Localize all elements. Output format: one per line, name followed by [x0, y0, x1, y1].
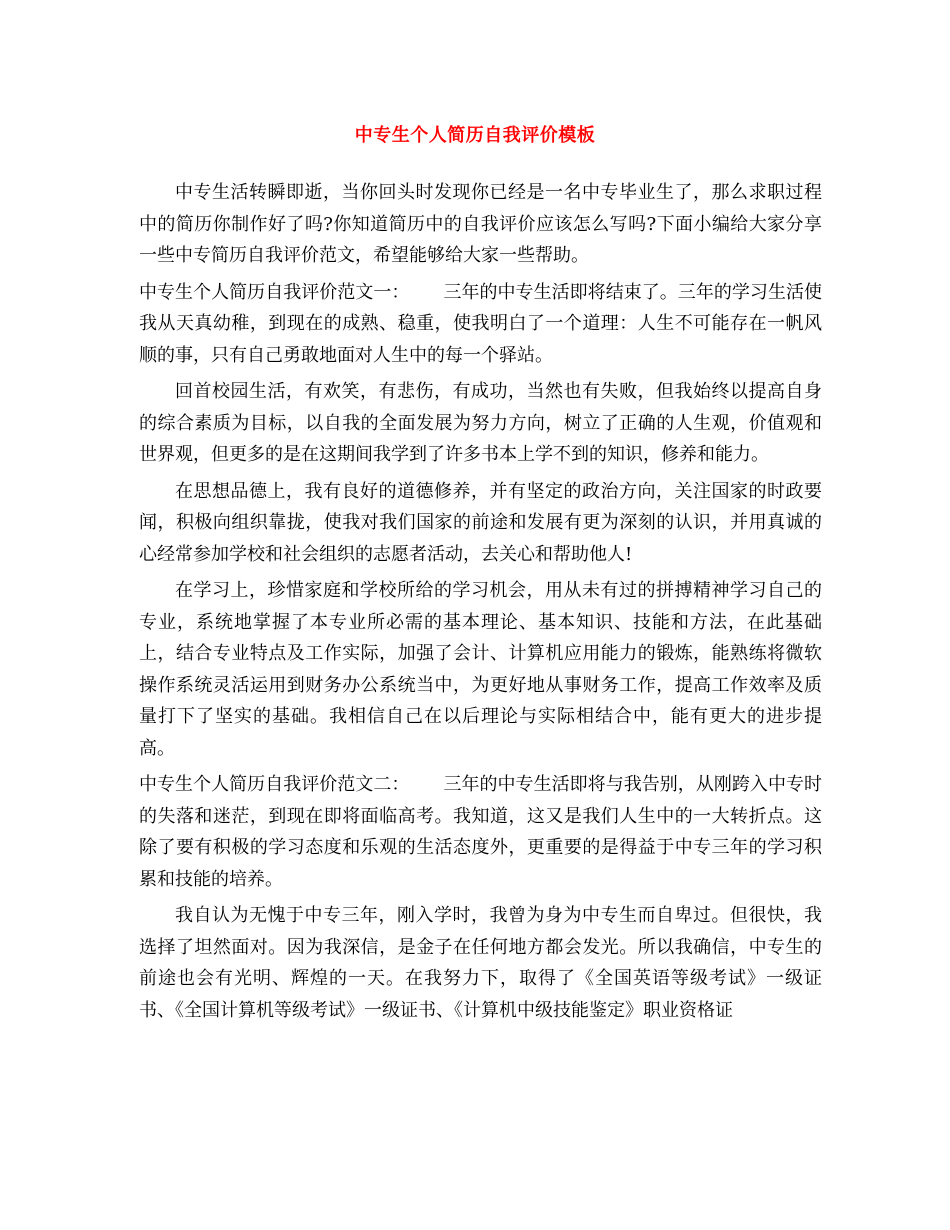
sample-one-heading: 中专生个人简历自我评价范文一：	[139, 281, 410, 303]
sample-two-heading: 中专生个人简历自我评价范文二：	[139, 774, 410, 795]
paragraph-study: 在学习上，珍惜家庭和学校所给的学习机会，用从未有过的拼搏精神学习自己的专业，系统地掌握了本专业所必需的基本理论、基本知识、技能和方法，在此基础上，结合专业特点及工作实际，加强了会计、计算机应用能力的锻炼，能熟练将微软操作系统灵活运用到财务办公系统当中，为更好地从事财务工作，提高工作效率及质量打下了坚实的基础。我相信自己在以后理论与实际相结合中，能有更大的进步提高。	[139, 580, 822, 759]
document-body	[139, 177, 822, 1031]
paragraph-sample-two	[139, 769, 822, 895]
paragraph-self-assessment: 我自认为无愧于中专三年，刚入学时，我曾为身为中专生而自卑过。但很快，我选择了坦然面对。因为我深信，是金子在任何地方都会发光。所以我确信，中专生的前途也会有光明、辉煌的一天。在我努力下，取得了《全国英语等级考试》一级证书、《全国计算机等级考试》一级证书、《计算机中级技能鉴定》职业资格证	[139, 905, 822, 1021]
paragraph-sample-one	[139, 277, 822, 372]
paragraph-campus-life: 回首校园生活，有欢笑，有悲伤，有成功，当然也有失败，但我始终以提高自身的综合素质为目标，以自我的全面发展为努力方向，树立了正确的人生观，价值观和世界观，但更多的是在这期间我学到了许多书本上学不到的知识，修养和能力。	[139, 381, 822, 465]
sample-one-text: 三年的中专生活即将结束了。三年的学习生活使我从天真幼稚，到现在的成熟、稳重，使我明白了一个道理：人生不可能存在一帆风顺的事，只有自己勇敢地面对人生中的每一个驿站。	[139, 281, 823, 366]
paragraph-intro: 中专生活转瞬即逝，当你回头时发现你已经是一名中专毕业生了，那么求职过程中的简历你制作好了吗?你知道简历中的自我评价应该怎么写吗?下面小编给大家分享一些中专简历自我评价范文，希望能够给大家一些帮助。	[139, 182, 822, 266]
paragraph-moral: 在思想品德上，我有良好的道德修养，并有坚定的政治方向，关注国家的时政要闻，积极向组织靠拢，使我对我们国家的前途和发展有更为深刻的认识，并用真诚的心经常参加学校和社会组织的志愿者活动，去关心和帮助他人!	[139, 480, 822, 565]
sample-two-text: 三年的中专生活即将与我告别，从刚跨入中专时的失落和迷茫，到现在即将面临高考。我知道，这又是我们人生中的一大转折点。这除了要有积极的学习态度和乐观的生活态度外，更重要的是得益于中专三年的学习积累和技能的培养。	[139, 774, 823, 890]
document-title: 中专生个人简历自我评价模板	[354, 125, 596, 146]
